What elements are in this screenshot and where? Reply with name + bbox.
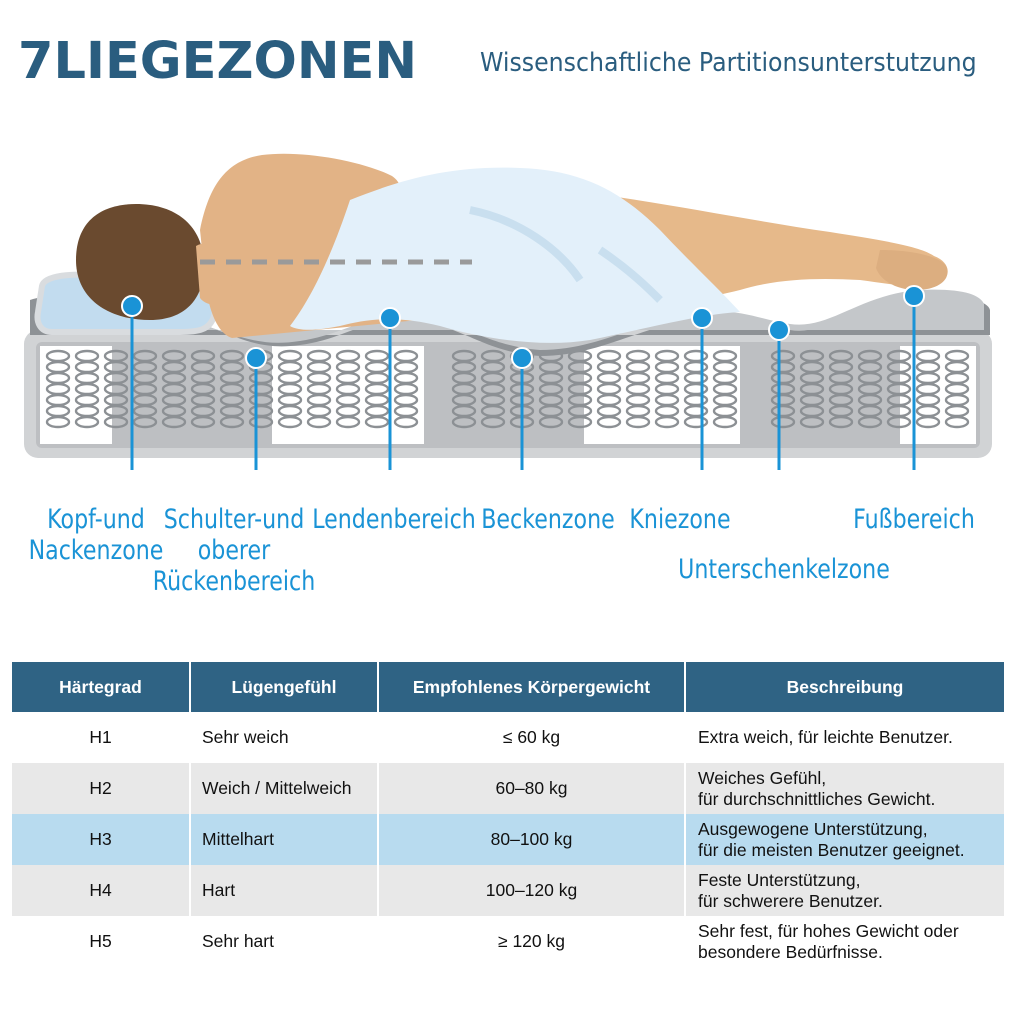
zone-label <box>557 504 803 535</box>
cell-grade: H1 <box>12 712 190 763</box>
zone-pointer-dot <box>512 348 532 368</box>
cell-grade: H4 <box>12 865 190 916</box>
cell-weight: 60–80 kg <box>378 763 685 814</box>
cell-grade: H2 <box>12 763 190 814</box>
zone-label-line: Rückenbereich <box>152 566 316 597</box>
cell-description <box>685 865 1004 916</box>
table-row <box>12 712 1004 763</box>
cell-weight: 80–100 kg <box>378 814 685 865</box>
cell-feel: Sehr weich <box>190 712 378 763</box>
description-line: besondere Bedürfnisse. <box>698 941 883 962</box>
cell-feel: Sehr hart <box>190 916 378 967</box>
zone-label-line: Schulter-und <box>163 504 305 535</box>
page-title: 7LIEGEZONEN <box>18 32 418 91</box>
description-line: Sehr fest, für hohes Gewicht oder <box>698 920 959 941</box>
description-line: Extra weich, für leichte Benutzer. <box>698 727 953 747</box>
table-row <box>12 763 1004 814</box>
zone-label-line: Kniezone <box>629 504 731 535</box>
description-line: für die meisten Benutzer geeignet. <box>698 839 965 860</box>
description-line: für durchschnittliches Gewicht. <box>698 788 936 809</box>
cell-description <box>685 814 1004 865</box>
table-header-row <box>12 662 1004 712</box>
table-row <box>12 916 1004 967</box>
mattress-illustration <box>0 140 1022 470</box>
zone-label-line: Kopf-und <box>47 504 145 535</box>
cell-description <box>685 712 1004 763</box>
zone-label-line: Nackenzone <box>28 535 164 566</box>
zone-pointer-dot <box>380 308 400 328</box>
zone-label-line: Lendenbereich <box>312 504 476 535</box>
description-line: Weiches Gefühl, <box>698 767 827 788</box>
table-row <box>12 814 1004 865</box>
cell-feel: Mittelhart <box>190 814 378 865</box>
table-row <box>12 865 1004 916</box>
description-line: Ausgewogene Unterstützung, <box>698 818 928 839</box>
page-subtitle: Wissenschaftliche Partitionsunterstutzung <box>480 48 977 78</box>
cell-weight: ≤ 60 kg <box>378 712 685 763</box>
zone-label <box>791 504 1022 535</box>
cell-grade: H5 <box>12 916 190 967</box>
header <box>18 30 1008 94</box>
header-weight: Empfohlenes Körpergewicht <box>378 662 685 712</box>
neck <box>196 243 234 305</box>
cell-feel: Hart <box>190 865 378 916</box>
zone-label-line: Fußbereich <box>853 504 975 535</box>
description-line: Feste Unterstützung, <box>698 869 861 890</box>
zone-label-line: Unterschenkelzone <box>678 554 890 585</box>
feet <box>876 250 948 290</box>
zone-pointer-dot <box>769 320 789 340</box>
description-line: für schwerere Benutzer. <box>698 890 883 911</box>
cell-grade: H3 <box>12 814 190 865</box>
header-description: Beschreibung <box>685 662 1004 712</box>
zone-pointer-dot <box>904 286 924 306</box>
zone-label-line: oberer <box>197 535 271 566</box>
zone-pointer-dot <box>122 296 142 316</box>
zone-pointer-dot <box>246 348 266 368</box>
cell-description <box>685 916 1004 967</box>
zone-pointer-dot <box>692 308 712 328</box>
cell-description <box>685 763 1004 814</box>
zone-label <box>661 554 907 585</box>
header-feel: Lügengefühl <box>190 662 378 712</box>
cell-weight: ≥ 120 kg <box>378 916 685 967</box>
header-hardness: Härtegrad <box>12 662 190 712</box>
zone-label-line: Beckenzone <box>481 504 615 535</box>
cell-feel: Weich / Mittelweich <box>190 763 378 814</box>
cell-weight: 100–120 kg <box>378 865 685 916</box>
hardness-table <box>12 662 1004 967</box>
